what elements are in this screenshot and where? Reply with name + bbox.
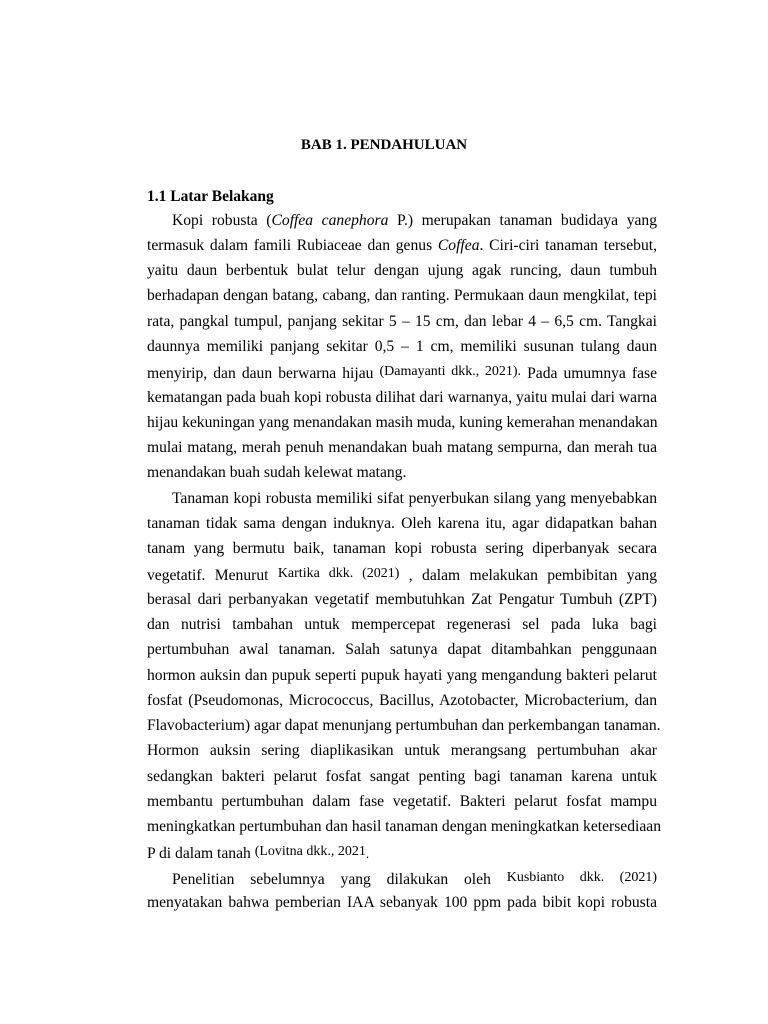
paragraph-line: sedangkan bakteri pelarut fosfat sangat penting bagi tanaman karena untuk <box>147 768 657 785</box>
paragraph-line <box>147 842 657 864</box>
paragraph-line <box>147 362 657 384</box>
paragraph-line: berasal dari perbanyakan vegetatif membutuhkan Zat Pengatur Tumbuh (ZPT) <box>147 591 657 608</box>
paragraph-line: hijau kekuningan yang menandakan masih muda, kuning kemerahan menandakan <box>147 414 658 431</box>
paragraph-line: mulai matang, merah penuh menandakan buah matang sempurna, dan merah tua <box>147 439 657 456</box>
text-segment: termasuk dalam famili Rubiaceae dan genus <box>147 237 438 254</box>
paragraph-line: hormon auksin dan pupuk seperti pupuk hayati yang mengandung bakteri pelarut <box>147 667 657 684</box>
text-segment: menyirip, dan daun berwarna hijau <box>147 365 380 382</box>
text-segment: Coffea <box>437 237 480 254</box>
paragraph-line: Hormon auksin sering diaplikasikan untuk merangsang pertumbuhan akar <box>147 742 657 759</box>
paragraph-line: menyatakan bahwa pemberian IAA sebanyak 100 ppm pada bibit kopi robusta <box>147 894 657 911</box>
paragraph-line: daunnya memiliki panjang sekitar 0,5 – 1 cm, memiliki susunan tulang daun <box>147 338 657 355</box>
text-segment: Coffea canephora <box>271 212 389 229</box>
paragraph-line <box>147 564 657 586</box>
text-segment: vegetatif. Menurut <box>147 567 278 584</box>
section-heading: 1.1 Latar Belakang <box>147 188 274 205</box>
text-segment: Pada umumnya fase <box>521 365 657 382</box>
text-segment: Penelitian sebelumnya yang dilakukan oleh <box>172 871 507 888</box>
paragraph-line: yaitu daun berbentuk bulat telur dengan ujung agak runcing, daun tumbuh <box>147 262 657 279</box>
text-segment: P.) merupakan tanaman budidaya yang <box>388 212 658 229</box>
paragraph-line: kematangan pada buah kopi robusta dilihat dari warnanya, yaitu mulai dari warna <box>147 389 657 406</box>
chapter-title: BAB 1. PENDAHULUAN <box>300 137 468 153</box>
citation: Kartika dkk. (2021) <box>277 566 400 581</box>
text-segment: Kopi robusta ( <box>172 212 272 229</box>
paragraph-line: rata, pangkal tumpul, panjang sekitar 5 – 15 cm, dan lebar 4 – 6,5 cm. Tangkai <box>147 313 657 330</box>
paragraph-line: pertumbuhan awal tanaman. Salah satunya dapat ditambahkan penggunaan <box>147 641 657 658</box>
paragraph-line: meningkatkan pertumbuhan dan hasil tanaman dengan meningkatkan ketersediaan <box>147 818 661 835</box>
paragraph-line: tanaman tidak sama dengan induknya. Oleh karena itu, agar didapatkan bahan <box>147 515 657 532</box>
paragraph-line <box>147 236 657 256</box>
text-segment: . <box>365 846 370 861</box>
citation: (Damayanti dkk., 2021). <box>379 364 522 379</box>
paragraph-line <box>172 211 657 231</box>
paragraph-line: fosfat (Pseudomonas, Micrococcus, Bacillus, Azotobacter, Microbacterium, dan <box>147 692 657 709</box>
paragraph-line: Flavobacterium) agar dapat menunjang pertumbuhan dan perkembangan tanaman. <box>147 717 661 734</box>
paragraph-line: menandakan buah sudah kelewat matang. <box>147 464 407 481</box>
paragraph-line: membantu pertumbuhan dalam fase vegetatif. Bakteri pelarut fosfat mampu <box>147 793 657 810</box>
paragraph-line: Tanaman kopi robusta memiliki sifat penyerbukan silang yang menyebabkan <box>172 490 657 507</box>
text-segment: . Ciri-ciri tanaman tersebut, <box>479 237 657 254</box>
paragraph-line: dan nutrisi tambahan untuk mempercepat regenerasi sel pada luka bagi <box>147 616 657 633</box>
paragraph-line: tanam yang bermutu baik, tanaman kopi robusta sering diperbanyak secara <box>147 540 657 557</box>
citation: Kusbianto dkk. (2021) <box>506 870 657 885</box>
citation: (Lovitna dkk., 2021 <box>254 844 366 859</box>
paragraph-line <box>172 868 657 890</box>
text-segment: , dalam melakukan pembibitan yang <box>399 567 658 584</box>
text-segment: P di dalam tanah <box>147 845 255 862</box>
paragraph-line: berhadapan dengan batang, cabang, dan ranting. Permukaan daun mengkilat, tepi <box>147 287 657 304</box>
